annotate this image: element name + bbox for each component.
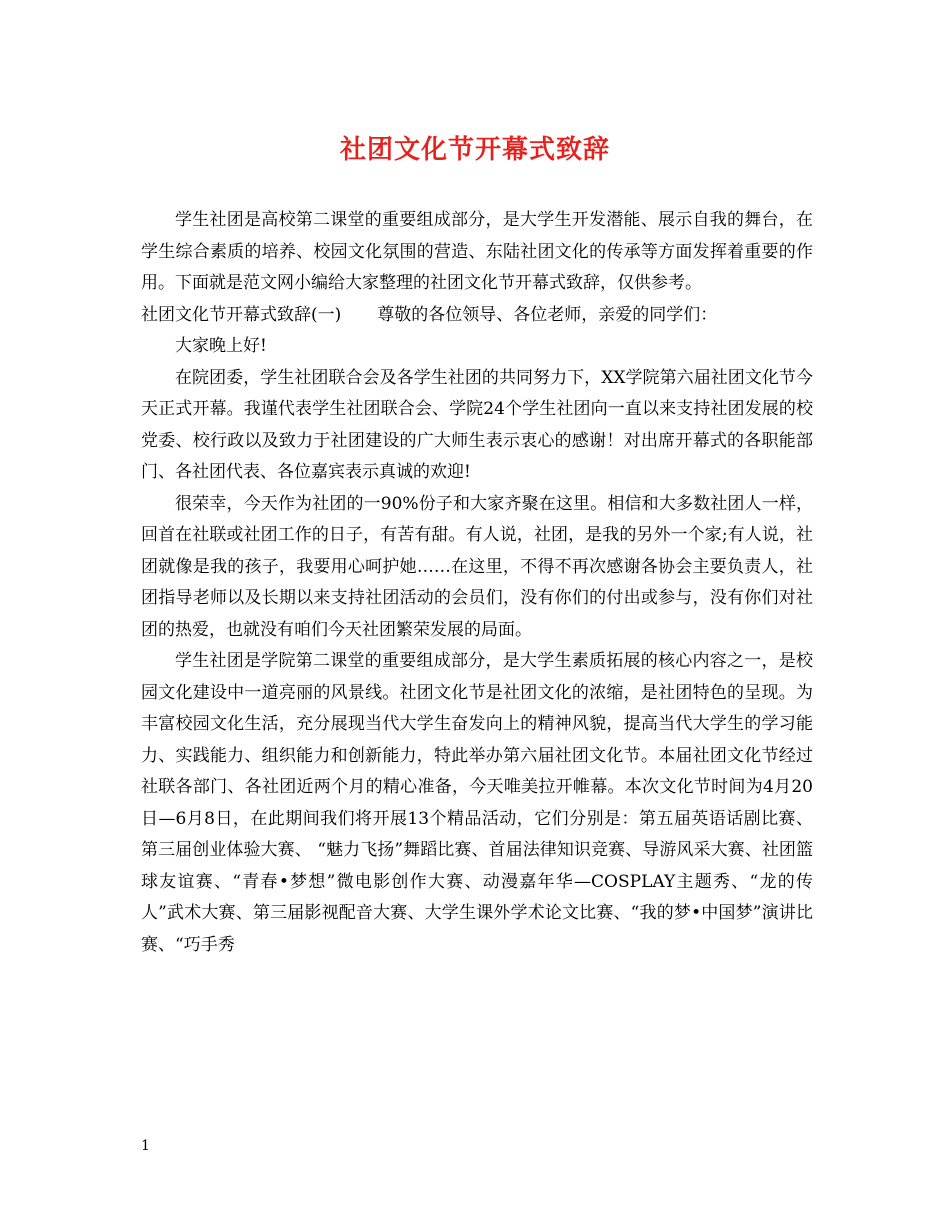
page-number: 1 xyxy=(141,1138,150,1154)
section-subheading: 社团文化节开幕式致辞(一) xyxy=(141,304,342,325)
greeting: 大家晚上好! xyxy=(175,336,267,356)
document-title: 社团文化节开幕式致辞 xyxy=(339,135,610,165)
subheading-line xyxy=(141,300,813,332)
body-paragraph-2: 很荣幸，今天作为社团的一90%份子和大家齐聚在这里。相信和大多数社团人一样，回首在社联或社团工作的日子，有苦有甜。有人说，社团，是我的另外一个家;有人说，社团就像是我的孩子，我要用心呵护她……在这里，不得不再次感谢各协会主要负责人，社团指导老师以及长期以来支持社团活动的会员们，没有你们的付出或参与，没有你们对社团的热爱，也就没有咱们今天社团繁荣发展的局面。 xyxy=(141,493,813,640)
document-body xyxy=(141,205,813,961)
body-paragraph-1: 在院团委，学生社团联合会及各学生社团的共同努力下，XX学院第六届社团文化节今天正式开幕。我谨代表学生社团联合会、学院24个学生社团向一直以来支持社团发展的校党委、校行政以及致力于社团建设的广大师生表示衷心的感谢！对出席开幕式的各职能部门、各社团代表、各位嘉宾表示真诚的欢迎! xyxy=(141,367,813,482)
salutation: 尊敬的各位领导、各位老师，亲爱的同学们： xyxy=(377,304,718,325)
intro-paragraph: 学生社团是高校第二课堂的重要组成部分，是大学生开发潜能、展示自我的舞台，在学生综合素质的培养、校园文化氛围的营造、东陆社团文化的传承等方面发挥着重要的作用。下面就是范文网小编给大家整理的社团文化节开幕式致辞，仅供参考。 xyxy=(141,210,813,293)
body-paragraph-3: 学生社团是学院第二课堂的重要组成部分，是大学生素质拓展的核心内容之一，是校园文化建设中一道亮丽的风景线。社团文化节是社团文化的浓缩，是社团特色的呈现。为丰富校园文化生活，充分展现当代大学生奋发向上的精神风貌，提高当代大学生的学习能力、实践能力、组织能力和创新能力，特此举办第六届社团文化节。本届社团文化节经过社联各部门、各社团近两个月的精心准备，今天唯美拉开帷幕。本次文化节时间为4月20日—6月8日，在此期间我们将开展13个精品活动，它们分别是：第五届英语话剧比赛、第三届创业体验大赛、 “魅力飞扬”舞蹈比赛、首届法律知识竞赛、导游风采大赛、社团篮球友谊赛、“青春•梦想”微电影创作大赛、动漫嘉年华—COSPLAY主题秀、“龙的传人”武术大赛、第三届影视配音大赛、大学生课外学术论文比赛、“我的梦•中国梦”演讲比赛、“巧手秀 xyxy=(141,651,813,955)
